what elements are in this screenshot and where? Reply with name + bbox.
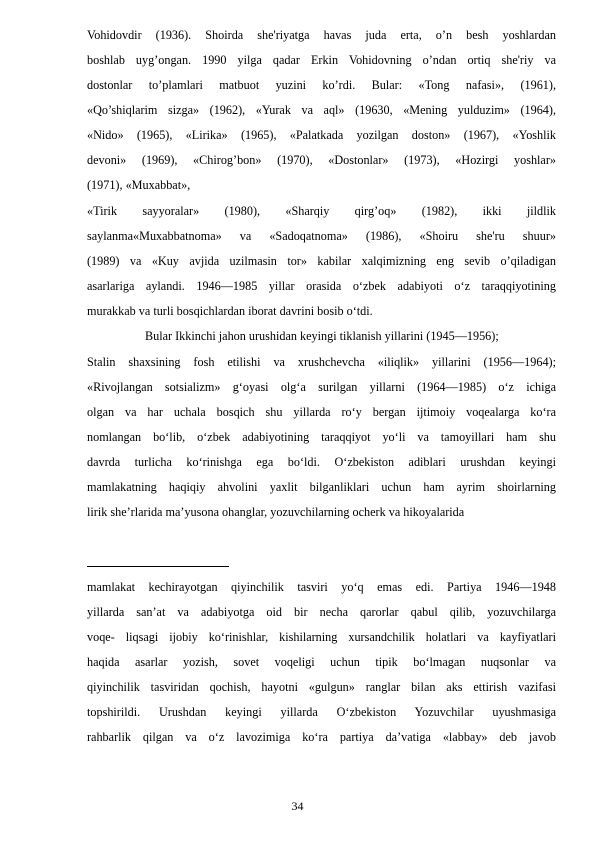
text-line: devoni» (1969), «Chirog’bon» (1970), «Dostonlar» (1973), «Hozirgi yoshlar»	[87, 153, 556, 167]
text-line: davrda turlicha ko‘rinishga ega bo‘ldi. O‘zbekiston adiblari urushdan keyingi	[87, 455, 556, 469]
text-line: dostonlar to’plamlari matbuot yuzini ko’rdi. Bular: «Tong nafasi», (1961),	[87, 78, 556, 92]
footnote-separator	[87, 566, 229, 567]
text-line: yillarda san’at va adabiyotga oid bir necha qarorlar qabul qilib, yozuvchilarga	[87, 605, 556, 619]
text-line: qiyinchilik tasviridan qochish, hayotni «gulgun» ranglar bilan aks ettirish vazifasi	[87, 680, 556, 694]
text-line: (1971), «Muxabbat»,	[87, 178, 191, 192]
text-line: Bular Ikkinchi jahon urushidan keyingi tiklanish yillarini (1945—1956);	[145, 329, 499, 343]
text-line: «Tirik sayyoralar» (1980), «Sharqiy qirg’oq» (1982), ikki jildlik	[87, 204, 556, 218]
text-line: nomlangan bo‘lib, o‘zbek adabiyotining taraqqiyot yo‘li va tamoyillari ham shu	[87, 430, 556, 444]
text-line: mamlakatning haqiqiy ahvolini yaxlit bilganliklari uchun ham ayrim shoirlarning	[87, 480, 556, 494]
text-line: rahbarlik qilgan va o‘z lavozimiga ko‘ra partiya da’vatiga «labbay» deb javob	[87, 730, 556, 744]
text-line: Stalin shaxsining fosh etilishi va xrushchevcha «iliqlik» yillarini (1956—1964);	[87, 355, 556, 369]
text-line: (1989) va «Kuy avjida uzilmasin tor» kabilar xalqimizning eng sevib o’qiladigan	[87, 254, 556, 268]
page-number: 34	[291, 799, 304, 813]
text-line: lirik she’rlarida ma’yusona ohanglar, yozuvchilarning ocherk va hikoyalarida	[87, 505, 465, 519]
text-line: haqida asarlar yozish, sovet voqeligi uchun tipik bo‘lmagan nuqsonlar va	[87, 655, 556, 669]
text-line: mamlakat kechirayotgan qiyinchilik tasviri yo‘q emas edi. Partiya 1946—1948	[87, 580, 556, 594]
text-line: asarlariga aylandi. 1946—1985 yillar orasida o‘zbek adabiyoti o‘z taraqqiyotining	[87, 279, 556, 293]
text-line: «Qo’shiqlarim sizga» (1962), «Yurak va aql» (19630, «Mening yulduzim» (1964),	[87, 103, 556, 117]
text-line: saylanma«Muxabbatnoma» va «Sadoqatnoma» (1986), «Shoiru she'ru shuur»	[87, 229, 556, 243]
text-line: murakkab va turli bosqichlardan iborat davrini bosib o‘tdi.	[87, 304, 373, 318]
text-line: «Nido» (1965), «Lirika» (1965), «Palatkada yozilgan doston» (1967), «Yoshlik	[87, 128, 556, 142]
text-line: «Rivojlangan sotsializm» g‘oyasi olg‘a surilgan yillarni (1964—1985) o‘z ichiga	[87, 380, 556, 394]
text-line: voqe- liqsagi ijobiy ko‘rinishlar, kishilarning xursandchilik holatlari va kayfiyatlari	[87, 630, 556, 644]
text-line: Vohidovdir (1936). Shoirda she'riyatga havas juda erta, o’n besh yoshlardan	[87, 28, 556, 42]
text-line: topshirildi. Urushdan keyingi yillarda O‘zbekiston Yozuvchilar uyushmasiga	[87, 705, 556, 719]
text-line: boshlab uyg’ongan. 1990 yilga qadar Erkin Vohidovning o’ndan ortiq she'riy va	[87, 53, 556, 67]
text-line: olgan va har uchala bosqich shu yillarda ro‘y bergan ijtimoiy voqealarga ko‘ra	[87, 405, 556, 419]
